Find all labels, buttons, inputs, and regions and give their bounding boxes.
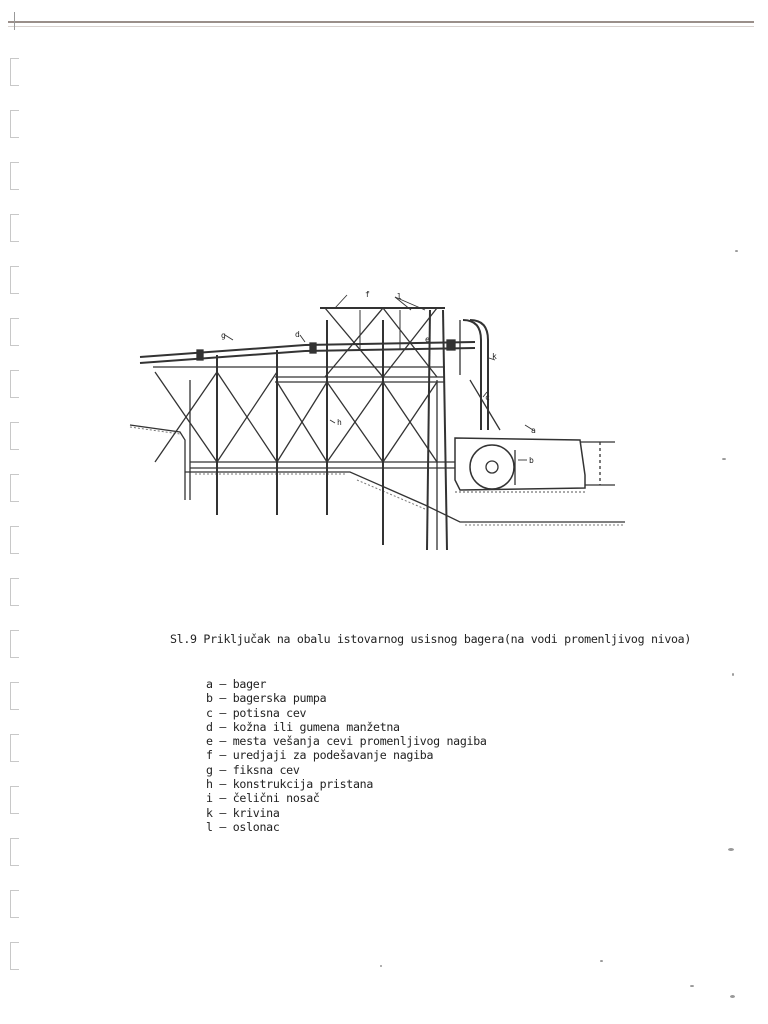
figure-caption: Sl.9 Priključak na obalu istovarnog usisnog bagera(na vodi promenljivog nivoa) xyxy=(170,632,692,646)
legend-text: kožna ili gumena manžetna xyxy=(232,719,400,734)
legend-item: g – fiksna cev xyxy=(206,762,300,777)
legend-key: a xyxy=(206,677,213,691)
top-rule xyxy=(8,21,754,23)
figure-legend xyxy=(206,677,487,834)
binder-hole xyxy=(10,370,19,398)
legend-item: d – kožna ili gumena manžetna xyxy=(206,719,400,734)
legend-key: f xyxy=(206,748,213,763)
binder-hole xyxy=(10,318,19,346)
legend-text: konstrukcija pristana xyxy=(232,777,374,792)
callout-b: b xyxy=(529,456,534,465)
callout-f: f xyxy=(365,290,370,299)
scan-speck xyxy=(728,848,734,851)
legend-text: krivina xyxy=(232,805,280,820)
scan-speck xyxy=(722,458,726,460)
cross-bracing xyxy=(155,372,437,462)
scan-speck xyxy=(730,995,735,998)
legend-key: l xyxy=(206,819,213,834)
corner-tick xyxy=(14,12,15,30)
scan-speck xyxy=(732,673,734,676)
discharge-bend xyxy=(460,320,500,430)
legend-key: g xyxy=(206,762,213,777)
dredge xyxy=(455,438,615,492)
legend-key: h xyxy=(206,777,213,792)
binder-hole xyxy=(10,890,19,918)
binder-hole xyxy=(10,110,19,138)
callout-e: e xyxy=(425,335,430,344)
legend-key: b xyxy=(206,691,213,706)
legend-key: e xyxy=(206,734,213,749)
legend-key: d xyxy=(206,719,213,734)
piles xyxy=(190,310,447,550)
legend-text: mesta vešanja cevi promenljivog nagiba xyxy=(232,734,487,749)
legend-text: bager xyxy=(232,677,267,691)
binder-hole xyxy=(10,162,19,190)
binder-hole xyxy=(10,422,19,450)
legend-item: c – potisna cev xyxy=(206,705,307,720)
callout-l: l xyxy=(397,292,402,301)
legend-key: c xyxy=(206,705,213,720)
binder-hole xyxy=(10,578,19,606)
top-rule-thin xyxy=(8,26,754,27)
binder-hole xyxy=(10,266,19,294)
callout-c: c xyxy=(485,393,490,402)
callout-h: h xyxy=(337,418,342,427)
legend-item: e – mesta vešanja cevi promenljivog nagiba xyxy=(206,734,487,749)
binder-hole xyxy=(10,734,19,762)
legend-item: b – bagerska pumpa xyxy=(206,691,327,706)
binder-hole xyxy=(10,526,19,554)
callout-d: d xyxy=(295,330,300,339)
dredge-pier-drawing xyxy=(125,280,635,560)
legend-text: potisna cev xyxy=(232,705,307,720)
binder-hole xyxy=(10,682,19,710)
legend-item: i – čelični nosač xyxy=(206,791,320,806)
legend-item: a – bager xyxy=(206,677,267,691)
callout-k: k xyxy=(492,352,497,361)
callout-a: a xyxy=(531,426,536,435)
callout-g: g xyxy=(221,331,226,340)
legend-key: i xyxy=(206,791,213,806)
legend-item: h – konstrukcija pristana xyxy=(206,777,374,792)
binder-hole xyxy=(10,630,19,658)
legend-text: uredjaji za podešavanje nagiba xyxy=(232,748,434,763)
scan-speck xyxy=(600,960,603,962)
deck-beams xyxy=(153,367,455,468)
legend-text: bagerska pumpa xyxy=(232,691,327,706)
binder-holes xyxy=(10,50,26,1010)
scan-speck xyxy=(380,965,382,967)
binder-hole xyxy=(10,942,19,970)
binder-hole xyxy=(10,474,19,502)
binder-hole xyxy=(10,58,19,86)
legend-item: k – krivina xyxy=(206,805,280,820)
legend-text: fiksna cev xyxy=(232,762,300,777)
scan-speck xyxy=(690,985,694,987)
binder-hole xyxy=(10,214,19,242)
scan-speck xyxy=(735,250,738,252)
legend-item: f – uredjaji za podešavanje nagiba xyxy=(206,748,434,763)
binder-hole xyxy=(10,838,19,866)
legend-text: oslonac xyxy=(232,819,280,834)
legend-text: čelični nosač xyxy=(232,791,320,806)
legend-key: k xyxy=(206,805,213,820)
binder-hole xyxy=(10,786,19,814)
legend-item: l – oslonac xyxy=(206,819,280,834)
